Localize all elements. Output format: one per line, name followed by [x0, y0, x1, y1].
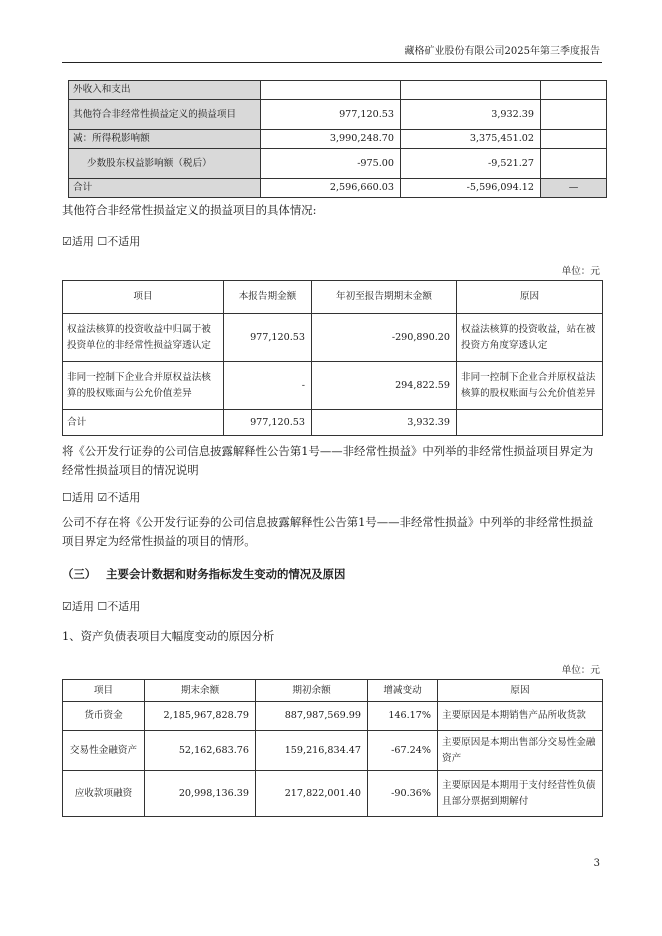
table-cell: 2,185,967,828.79 [145, 702, 256, 731]
table-cell: 外收入和支出 [69, 81, 261, 100]
page-number: 3 [593, 858, 600, 869]
table-cell [541, 149, 607, 179]
table-cell: 3,932.39 [312, 410, 457, 436]
balance-sheet-changes-table [62, 679, 603, 817]
table-cell [457, 410, 603, 436]
section-title: 主要会计数据和财务指标发生变动的情况及原因 [106, 567, 346, 581]
table-cell [541, 100, 607, 130]
table-cell: 主要原因是本期出售部分交易性金融资产 [438, 731, 603, 771]
table-header: 本报告期金额 [224, 281, 312, 314]
table-cell: 20,998,136.39 [145, 771, 256, 817]
table-cell: 977,120.53 [224, 314, 312, 362]
table-cell: 减：所得税影响额 [69, 130, 261, 149]
table-cell: 应收款项融资 [63, 771, 145, 817]
table-row [63, 731, 603, 771]
table-header: 项目 [63, 281, 224, 314]
table-header: 原因 [438, 680, 603, 702]
table-cell: -90.36% [368, 771, 438, 817]
section-heading [62, 566, 345, 582]
table-cell: 非同一控制下企业合并原权益法核算的股权账面与公允价值差异 [63, 362, 224, 410]
section-number: （三） [62, 567, 97, 581]
paragraph: 公司不存在将《公开发行证券的公司信息披露解释性公告第1号——非经常性损益》中列举的非经常性损益项目界定为经常性损益的项目的情形。 [62, 515, 594, 548]
paragraph: 将《公开发行证券的公司信息披露解释性公告第1号——非经常性损益》中列举的非经常性损益项目界定为经常性损益项目的情况说明 [62, 444, 594, 477]
table-cell: 887,987,569.99 [256, 702, 368, 731]
page-header [62, 40, 602, 63]
unit-label: 单位：元 [561, 266, 600, 277]
table-cell: 少数股东权益影响额（税后） [69, 149, 261, 179]
applicable-checkbox-line: ☑适用 ☐不适用 [62, 235, 141, 248]
table-header: 年初至报告期期末金额 [312, 281, 457, 314]
header-title: 藏格矿业股份有限公司2025年第三季度报告 [404, 46, 600, 57]
table-cell [401, 81, 541, 100]
applicable-checkbox-line: ☐适用 ☑不适用 [62, 491, 141, 504]
table-row [69, 81, 607, 100]
table-cell: 977,120.53 [224, 410, 312, 436]
table-cell: 294,822.59 [312, 362, 457, 410]
table-cell: 3,990,248.70 [261, 130, 401, 149]
table-row [69, 100, 607, 130]
paragraph: 1、资产负债表项目大幅度变动的原因分析 [62, 629, 275, 643]
table-cell: 主要原因是本期销售产品所收货款 [438, 702, 603, 731]
table-header: 增减变动 [368, 680, 438, 702]
table-cell: 权益法核算的投资收益，站在被投资方角度穿透认定 [457, 314, 603, 362]
table-cell: 合计 [69, 179, 261, 198]
table-header-row [63, 680, 603, 702]
table-header: 项目 [63, 680, 145, 702]
table-cell: -975.00 [261, 149, 401, 179]
table-cell: 3,932.39 [401, 100, 541, 130]
table-cell: 其他符合非经常性损益定义的损益项目 [69, 100, 261, 130]
paragraph: 其他符合非经常性损益定义的损益项目的具体情况: [62, 203, 317, 217]
nonrecurring-continuation-table [68, 80, 607, 198]
table-cell: 合计 [63, 410, 224, 436]
table-cell: 159,216,834.47 [256, 731, 368, 771]
table-cell: 交易性金融资产 [63, 731, 145, 771]
table-cell: 货币资金 [63, 702, 145, 731]
table-cell: 217,822,001.40 [256, 771, 368, 817]
table-cell: 非同一控制下企业合并原权益法核算的股权账面与公允价值差异 [457, 362, 603, 410]
table-row [69, 179, 607, 198]
other-nonrecurring-items-table [62, 280, 603, 436]
table-cell: -290,890.20 [312, 314, 457, 362]
table-cell: 2,596,660.03 [261, 179, 401, 198]
table-cell: 主要原因是本期用于支付经营性负债且部分票据到期解付 [438, 771, 603, 817]
table-cell [541, 81, 607, 100]
table-row [69, 130, 607, 149]
table-cell: 146.17% [368, 702, 438, 731]
table-row [63, 362, 603, 410]
table-cell: 52,162,683.76 [145, 731, 256, 771]
table-cell: 3,375,451.02 [401, 130, 541, 149]
table-row [69, 149, 607, 179]
table-cell: 977,120.53 [261, 100, 401, 130]
table-row [63, 702, 603, 731]
table-cell: — [541, 179, 607, 198]
table-header: 期初余额 [256, 680, 368, 702]
table-header: 期末余额 [145, 680, 256, 702]
table-row [63, 771, 603, 817]
table-cell [541, 130, 607, 149]
table-cell: 权益法核算的投资收益中归属于被投资单位的非经常性损益穿透认定 [63, 314, 224, 362]
table-cell: -5,596,094.12 [401, 179, 541, 198]
table-row [63, 410, 603, 436]
table-cell: -9,521.27 [401, 149, 541, 179]
table-cell: -67.24% [368, 731, 438, 771]
table-header: 原因 [457, 281, 603, 314]
unit-label: 单位：元 [561, 665, 600, 676]
table-cell [261, 81, 401, 100]
table-header-row [63, 281, 603, 314]
table-cell: - [224, 362, 312, 410]
applicable-checkbox-line: ☑适用 ☐不适用 [62, 600, 141, 613]
table-row [63, 314, 603, 362]
